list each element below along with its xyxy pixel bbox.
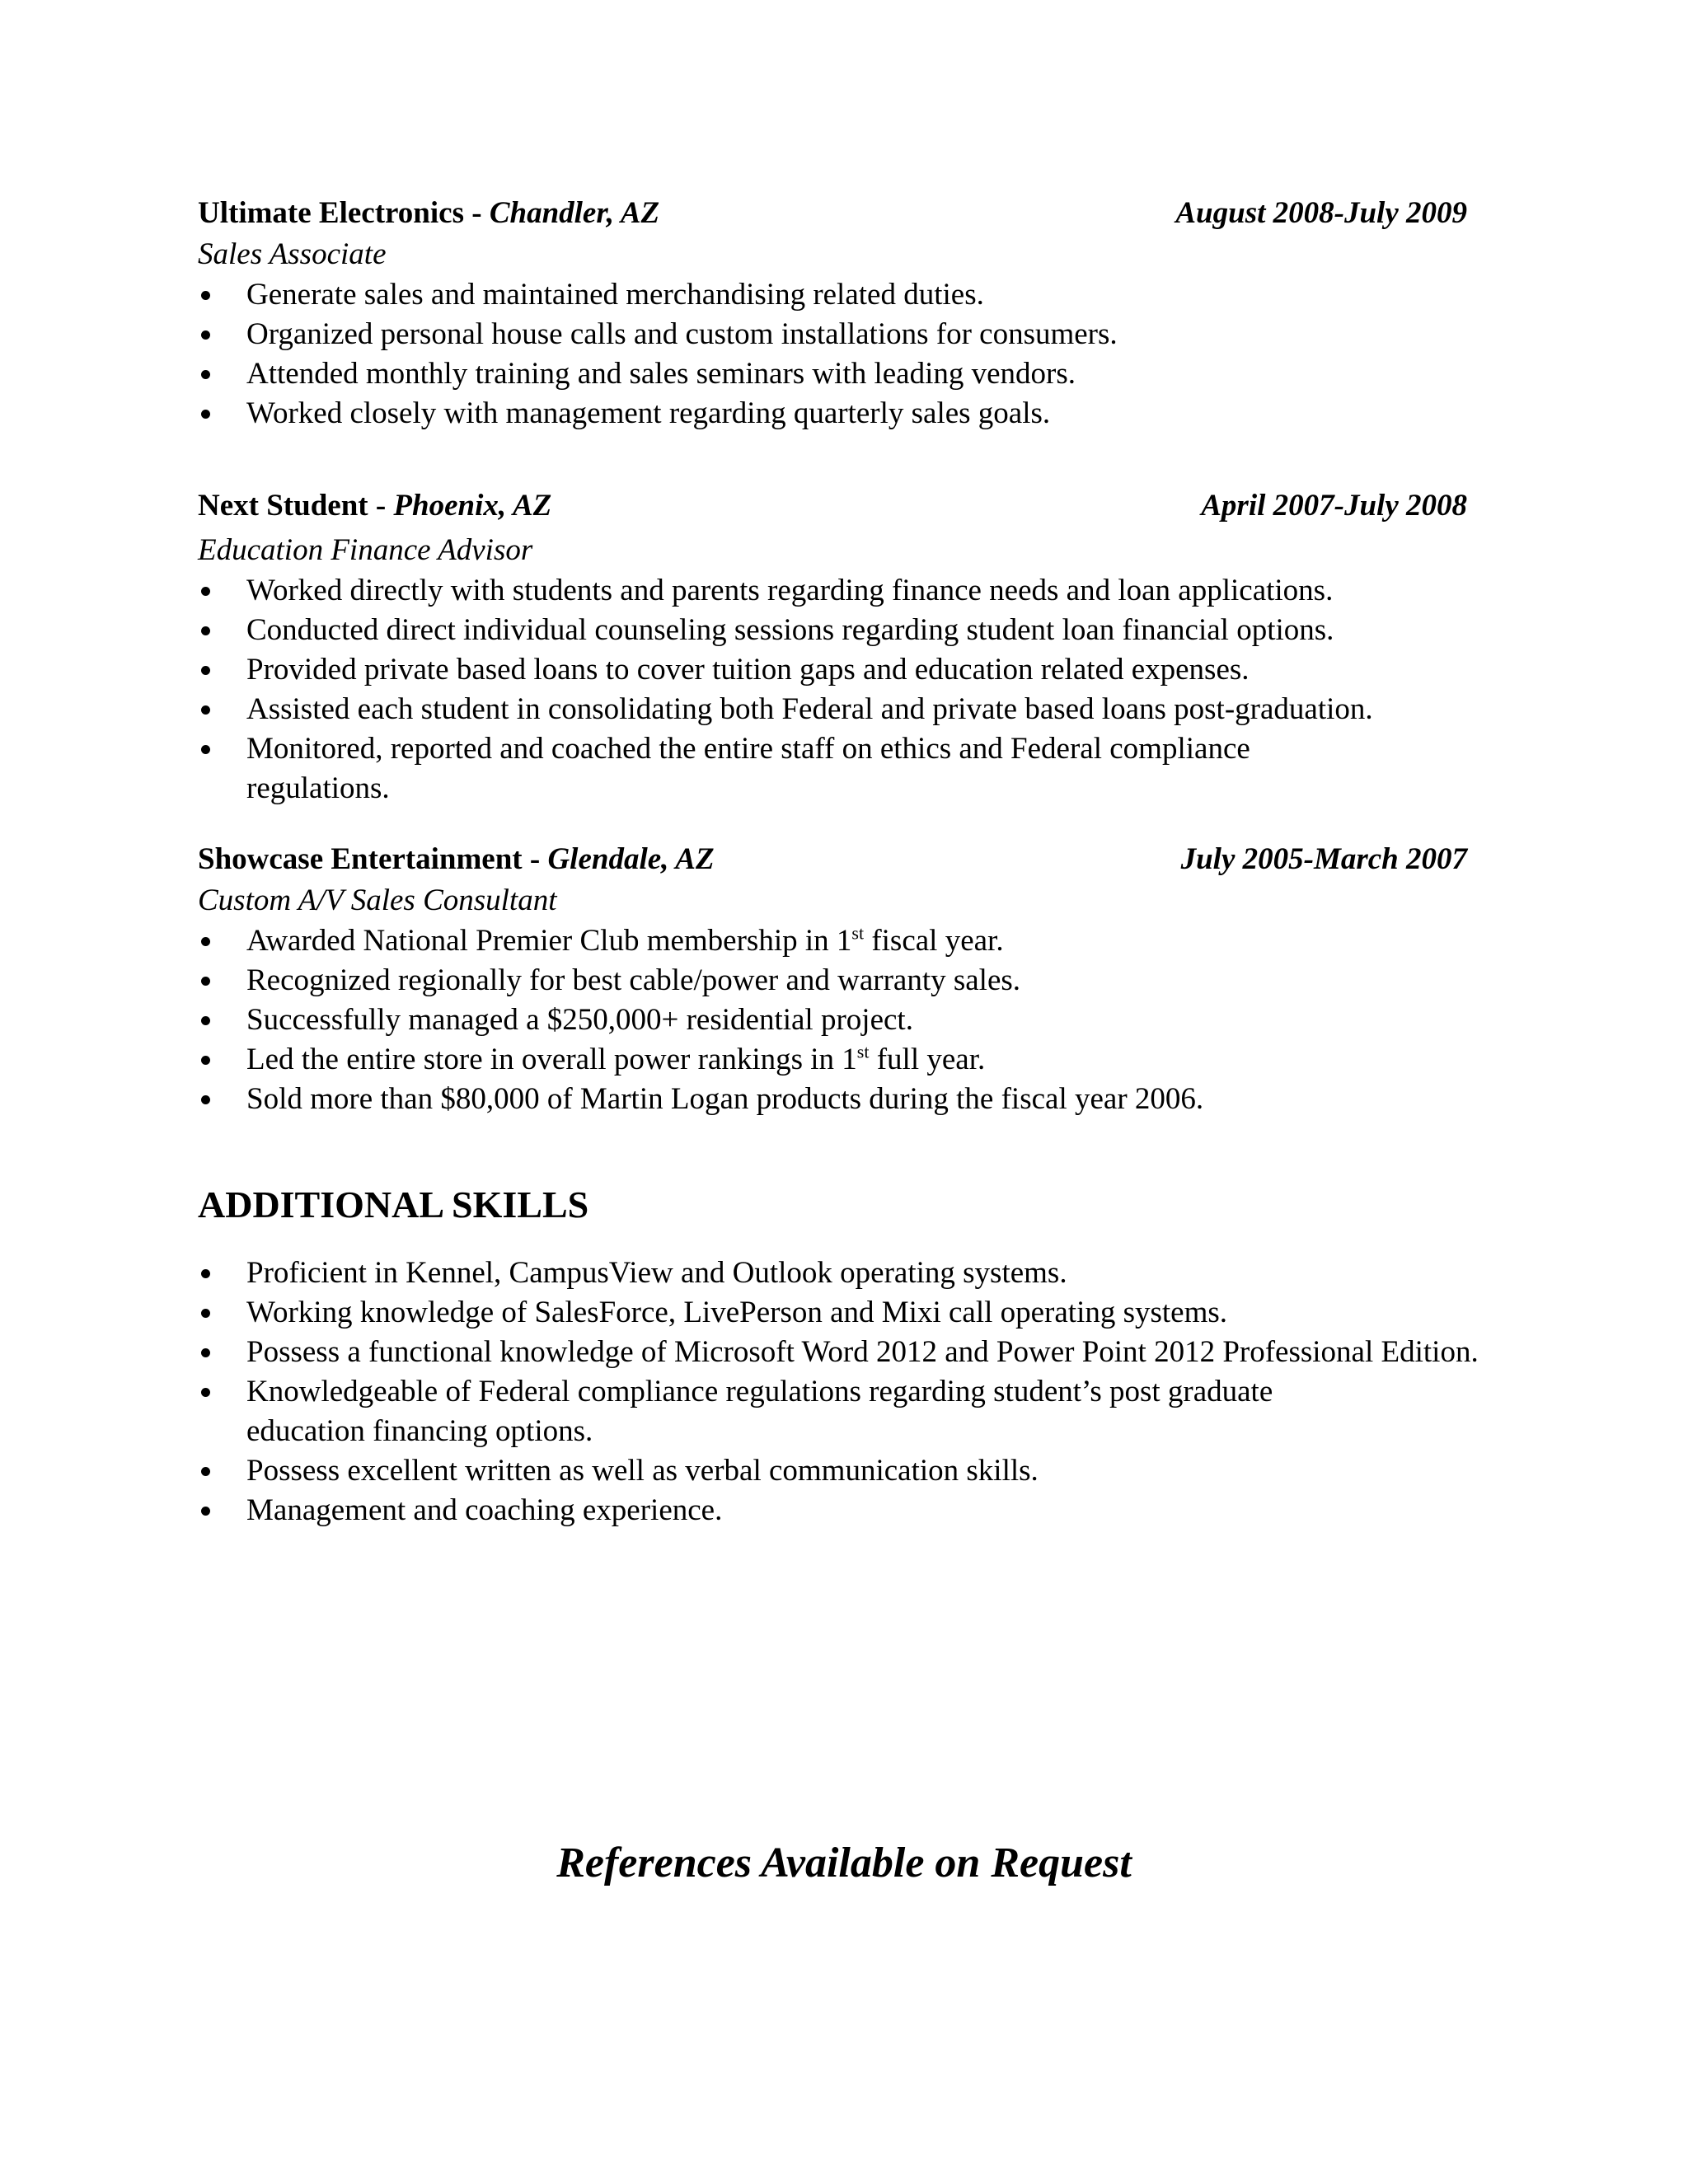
- list-item-text: Possess a functional knowledge of Microsoft Word 2012 and Power Point 2012 Professional Edition.: [246, 1335, 1479, 1369]
- list-item-text: Worked directly with students and parents regarding finance needs and loan applications.: [246, 574, 1334, 607]
- list-item: [198, 729, 1467, 808]
- job-bullets: [198, 571, 1467, 808]
- bullet-icon: [201, 410, 210, 419]
- bullet-icon: [201, 1309, 210, 1318]
- list-item-text: Sold more than $80,000 of Martin Logan products during the fiscal year 2006.: [246, 1082, 1204, 1116]
- list-item-text: Management and coaching experience.: [246, 1493, 723, 1527]
- separator: -: [463, 196, 490, 230]
- list-item-text: Recognized regionally for best cable/power and warranty sales.: [246, 963, 1021, 997]
- separator: -: [368, 489, 394, 523]
- job-ultimate-electronics: [198, 193, 1467, 434]
- list-item-text: Conducted direct individual counseling sessions regarding student loan financial options.: [246, 613, 1334, 647]
- job-header: [198, 839, 1467, 880]
- bullet-icon: [201, 745, 210, 754]
- list-item: [198, 354, 1467, 394]
- list-item-text: Generate sales and maintained merchandising related duties.: [246, 278, 984, 312]
- job-showcase-entertainment: [198, 839, 1467, 1119]
- list-item-text: Awarded National Premier Club membership in 1: [246, 924, 852, 958]
- company-name: Next Student: [198, 489, 368, 523]
- list-item-text: Proficient in Kennel, CampusView and Outlook operating systems.: [246, 1256, 1067, 1290]
- bullet-icon: [201, 330, 210, 340]
- bullet-icon: [201, 1388, 210, 1397]
- list-item-text: fiscal year.: [864, 924, 1004, 958]
- bullet-icon: [201, 587, 210, 596]
- job-role: Education Finance Advisor: [198, 533, 533, 567]
- list-item: [198, 961, 1467, 1001]
- list-item: [198, 394, 1467, 434]
- list-item: [198, 571, 1467, 611]
- list-item: [198, 921, 1467, 961]
- job-location: Phoenix, AZ: [393, 489, 552, 523]
- ordinal-suffix: st: [851, 922, 865, 944]
- list-item: [198, 1001, 1467, 1040]
- list-item-text: Organized personal house calls and custom installations for consumers.: [246, 317, 1118, 351]
- bullet-icon: [201, 1467, 210, 1476]
- company-name: Ultimate Electronics: [198, 196, 464, 230]
- separator: -: [522, 842, 548, 876]
- list-item-text: Working knowledge of SalesForce, LivePerson and Mixi call operating systems.: [246, 1296, 1228, 1329]
- list-item-text: Provided private based loans to cover tuition gaps and education related expenses.: [246, 653, 1250, 687]
- bullet-icon: [201, 370, 210, 379]
- list-item: [198, 315, 1467, 354]
- job-header: [198, 193, 1467, 234]
- job-next-student: [198, 485, 1467, 808]
- list-item-text: Led the entire store in overall power rankings in 1: [246, 1043, 857, 1076]
- job-header: [198, 485, 1467, 527]
- references-note: References Available on Request: [556, 1840, 1132, 1886]
- skills-list: [198, 1254, 1484, 1530]
- bullet-icon: [201, 1269, 210, 1278]
- list-item: [198, 1254, 1484, 1293]
- job-dates: August 2008-July 2009: [1175, 196, 1467, 230]
- job-location: Chandler, AZ: [489, 196, 660, 230]
- list-item-text: Monitored, reported and coached the entire staff on ethics and Federal compliance regulations.: [246, 732, 1250, 805]
- list-item: [198, 275, 1467, 315]
- list-item-text: Assisted each student in consolidating both Federal and private based loans post-graduation.: [246, 692, 1373, 726]
- bullet-icon: [201, 977, 210, 986]
- list-item: [198, 1333, 1484, 1372]
- list-item-text: Attended monthly training and sales seminars with leading vendors.: [246, 357, 1076, 391]
- job-dates: April 2007-July 2008: [1201, 489, 1467, 523]
- bullet-icon: [201, 1348, 210, 1357]
- skills-section: [198, 1254, 1484, 1530]
- job-role: Sales Associate: [198, 237, 387, 271]
- company-name: Showcase Entertainment: [198, 842, 523, 876]
- bullet-icon: [201, 1095, 210, 1104]
- list-item: [198, 1040, 1467, 1080]
- bullet-icon: [201, 1507, 210, 1516]
- ordinal-suffix: st: [856, 1041, 870, 1062]
- bullet-icon: [201, 626, 210, 635]
- bullet-icon: [201, 291, 210, 300]
- job-location: Glendale, AZ: [547, 842, 715, 876]
- list-item-text: Successfully managed a $250,000+ residential project.: [246, 1003, 913, 1037]
- job-bullets: [198, 921, 1467, 1119]
- list-item-text: Possess excellent written as well as verbal communication skills.: [246, 1454, 1039, 1488]
- job-bullets: [198, 275, 1467, 434]
- bullet-icon: [201, 1016, 210, 1025]
- list-item: [198, 1491, 1484, 1530]
- section-title-additional-skills: ADDITIONAL SKILLS: [198, 1183, 589, 1226]
- job-role: Custom A/V Sales Consultant: [198, 883, 557, 917]
- list-item: [198, 1451, 1484, 1491]
- list-item: [198, 1080, 1467, 1119]
- job-dates: July 2005-March 2007: [1180, 842, 1467, 876]
- bullet-icon: [201, 937, 210, 946]
- list-item-text: full year.: [869, 1043, 986, 1076]
- list-item-text: Worked closely with management regarding quarterly sales goals.: [246, 396, 1051, 430]
- list-item: [198, 1293, 1484, 1333]
- list-item: [198, 650, 1467, 690]
- bullet-icon: [201, 1056, 210, 1065]
- list-item: [198, 690, 1467, 729]
- list-item: [198, 1372, 1484, 1451]
- list-item: [198, 611, 1467, 650]
- bullet-icon: [201, 705, 210, 715]
- list-item-text: Knowledgeable of Federal compliance regulations regarding student’s post graduate education financing options.: [246, 1375, 1273, 1448]
- bullet-icon: [201, 666, 210, 675]
